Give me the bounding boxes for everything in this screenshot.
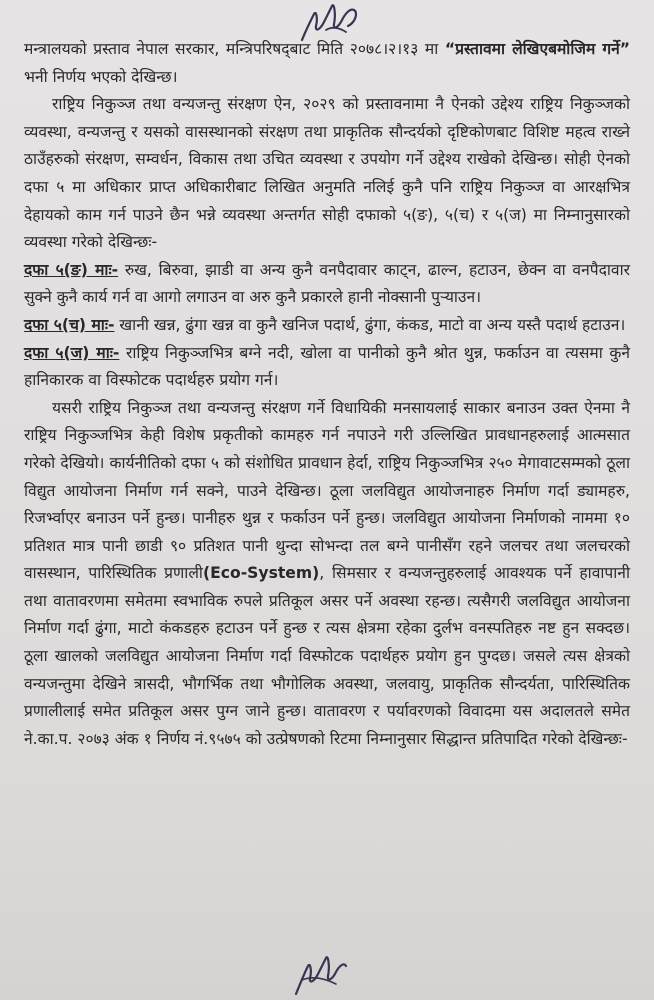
eco-system-term: (Eco-System) [202, 564, 320, 583]
clause-5-ja [24, 340, 630, 395]
clause-5-nga [24, 257, 630, 312]
paragraph-hydropower-analysis [24, 395, 630, 754]
paragraph-act-preamble: राष्ट्रिय निकुञ्ज तथा वन्यजन्तु संरक्षण ऐन, २०२९ को प्रस्तावनामा नै ऐनको उद्देश्य राष्ट्रिय निकुञ्जको व्यवस्था, वन्यजन्तु र यसको वासस्थानको संरक्षण तथा प्राकृतिक सौन्दर्यको दृष्टिकोणबाट विशिष्ट महत्व राख्ने ठाउँहरुको संरक्षण, सम्वर्धन, विकास तथा उचित व्यवस्था र उपयोग गर्ने उद्देश्य राखेको देखिन्छ। सोही ऐनको दफा ५ मा अधिकार प्राप्त अधिकारीबाट लिखित अनुमति नलिई कुनै पनि राष्ट्रिय निकुञ्ज वा आरक्षभित्र देहायको काम गर्न पाउने छैन भन्ने व्यवस्था अन्तर्गत सोही दफाको ५(ङ), ५(च) र ५(ज) मा निम्नानुसारको व्यवस्था गरेको देखिन्छः- [24, 95, 630, 252]
clause-5-nga-label: दफा ५(ङ) माः- [24, 260, 119, 279]
clause-5-cha-label: दफा ५(च) माः- [24, 315, 115, 334]
intro-text-a: मन्त्रालयको प्रस्ताव नेपाल सरकार, मन्त्रिपरिषद्‌बाट मिति २०७८।२।१३ मा [24, 40, 445, 58]
clause-5-ja-text: राष्ट्रिय निकुञ्जभित्र बग्ने नदी, खोला वा पानीको कुनै श्रोत थुन्न, फर्काउन वा त्यसमा कुनै हानिकारक वा विस्फोटक पदार्थहरु प्रयोग गर्न। [24, 343, 630, 390]
clause-5-ja-label: दफा ५(ज) माः- [24, 343, 120, 362]
para2-text-b: , सिमसार र वन्यजन्तुहरुलाई आवश्यक पर्ने हावापानी तथा वातावरणमा समेतमा स्वभाविक रुपले प्रतिकूल असर पर्ने अवस्था रहन्छ। त्यसैगरी जलविद्युत आयोजना निर्माण गर्दा ढुंगा, माटो कंकडहरु हटाउन पर्ने हुन्छ र त्यस क्षेत्रमा रहेका दुर्लभ वनस्पतिहरु नष्ट हुन सक्दछ। ठूला खालको जलविद्युत आयोजना निर्माण गर्दा विस्फोटक पदार्थहरु प्रयोग हुन पुग्दछ। जसले त्यस क्षेत्रको वन्यजन्तुमा देखिने त्रासदी, भौगर्भिक तथा भौगोलिक अवस्था, जलवायु, प्राकृतिक सौन्दर्यता, पारिस्थितिक प्रणालीलाई समेत प्रतिकूल असर पुग्न जाने हुन्छ। वातावरण र पर्यावरणको विवादमा यस अदालतले समेत ने.का.प. २०७३ अंक १ निर्णय नं.९५७५ को उत्प्रेषणको रिटमा निम्नानुसार सिद्धान्त प्रतिपादित गरेको देखिन्छः- [24, 564, 630, 748]
intro-line [24, 36, 630, 91]
clause-5-cha-text: खानी खन्न, ढुंगा खन्न वा कुनै खनिज पदार्थ, ढुंगा, कंकड, माटो वा अन्य यस्तै पदार्थ हटाउन। [114, 315, 626, 334]
para2-text-a: यसरी राष्ट्रिय निकुञ्ज तथा वन्यजन्तु संरक्षण गर्ने विधायिकी मनसायलाई साकार बनाउन उक्त ऐनमा नै राष्ट्रिय निकुञ्जभित्र केही विशेष प्रकृतीको कामहरु गर्न नपाउने गरी उल्लिखित प्रावधानहरुलाई आत्मसात गरेको देखियो। कार्यनीतिको दफा ५ को संशोधित प्रावधान हेर्दा, राष्ट्रिय निकुञ्जभित्र २५० मेगावाटसम्मको ठूला विद्युत आयोजना निर्माण गर्न सक्ने, पाउने देखिन्छ। ठूला जलविद्युत आयोजनाहरु निर्माण गर्दा ड्यामहरु, रिजर्भ्वाएर बनाउन पर्ने हुन्छ। पानीहरु थुन्न र फर्काउन पर्ने हुन्छ। जलविद्युत आयोजना निर्माणको नाममा १० प्रतिशत मात्र पानी छाडी ९० प्रतिशत पानी थुन्दा सोभन्दा तल बग्ने पानीसँग रहने जलचर तथा जलचरको वासस्थान, पारिस्थितिक प्रणाली [24, 398, 630, 583]
intro-text-c: भनी निर्णय भएको देखिन्छ। [24, 67, 178, 86]
bottom-signature-icon [292, 950, 352, 998]
intro-quote: “प्रस्तावमा लेखिएबमोजिम गर्ने” [444, 40, 630, 58]
clause-5-cha [24, 312, 630, 340]
clause-5-nga-text: रुख, बिरुवा, झाडी वा अन्य कुनै वनपैदावार काट्न, ढाल्न, हटाउन, छेक्न वा वनपैदावार सुक्ने कुनै कार्य गर्न वा आगो लगाउन वा अरु कुनै प्रकारले हानी नोक्सानी पुर्‍याउन। [24, 260, 631, 307]
document-body [24, 36, 630, 753]
